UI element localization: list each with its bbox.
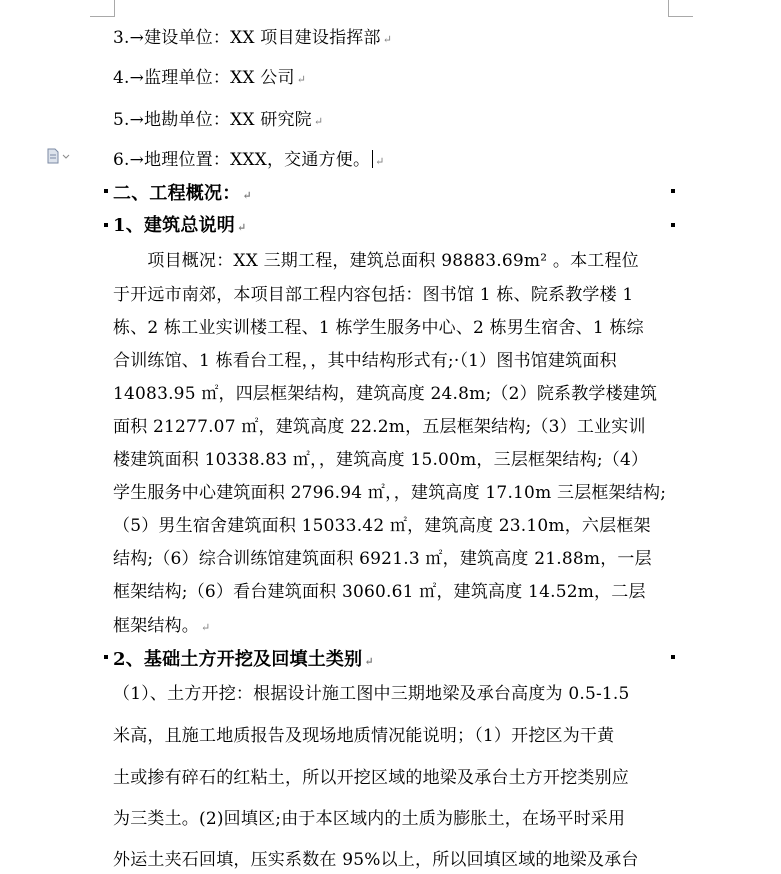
body-text-line: 楼建筑面积 10338.83 ㎡，，建筑高度 15.00m，三层框架结构;（4）: [113, 450, 649, 470]
paragraph-mark: ↵: [382, 33, 393, 46]
document-icon[interactable]: [46, 148, 70, 164]
paragraph-mark: ↵: [296, 73, 307, 86]
body-text-line: 框架结构。 ↵: [113, 616, 211, 636]
body-text-line: 合训练馆、1 栋看台工程，，其中结构形式有;·（1）图书馆建筑面积: [113, 351, 617, 371]
format-mark: [104, 223, 108, 227]
body-text-line: （1）、土方开挖：根据设计施工图中三期地梁及承台高度为 0.5-1.5: [113, 684, 630, 704]
subsection-heading-earthwork: 2、基础土方开挖及回填土类别 ↵: [113, 649, 374, 670]
paragraph-mark: ↵: [313, 115, 324, 128]
list-item-survey-unit: 5.→地勘单位：XX 研究院 ↵: [113, 110, 324, 130]
page-corner-mark: [668, 0, 693, 17]
body-text-line: 栋、2 栋工业实训楼工程、1 栋学生服务中心、2 栋男生宿舍、1 栋综: [113, 318, 644, 338]
page-corner-mark: [90, 0, 115, 17]
paragraph-mark: ↵: [236, 221, 247, 234]
list-item-construction-unit: 3.→建设单位：XX 项目建设指挥部 ↵: [113, 28, 393, 48]
paragraph-mark: ↵: [364, 655, 374, 668]
body-text-line: 面积 21277.07 ㎡，建筑高度 22.2m，五层框架结构;（3）工业实训: [113, 417, 646, 437]
body-text-line: 米高，且施工地质报告及现场地质情况能说明；（1）开挖区为干黄: [113, 726, 615, 746]
body-text-line: 土或掺有碎石的红粘土，所以开挖区域的地梁及承台土方开挖类别应: [113, 768, 629, 788]
body-text-line: 14083.95 ㎡，四层框架结构，建筑高度 24.8m;（2）院系教学楼建筑: [113, 384, 658, 404]
subsection-heading-general: 1、建筑总说明 ↵: [113, 215, 247, 236]
section-heading-overview: 二、工程概况： ↵: [113, 183, 252, 204]
body-text-line: （5）男生宿舍建筑面积 15033.42 ㎡，建筑高度 23.10m，六层框架: [113, 516, 651, 536]
body-text-line: 外运土夹石回填，压实系数在 95%以上，所以回填区域的地梁及承台: [113, 850, 639, 870]
list-item-location[interactable]: 6.→地理位置：XXX，交通方便。 ↵: [113, 150, 385, 170]
paragraph-mark: ↵: [242, 189, 252, 202]
body-text-line: 结构;（6）综合训练馆建筑面积 6921.3 ㎡，建筑高度 21.88m，一层: [113, 549, 652, 569]
list-item-supervision-unit: 4.→监理单位：XX 公司 ↵: [113, 68, 307, 88]
body-text-line: 框架结构;（6）看台建筑面积 3060.61 ㎡，建筑高度 14.52m，二层: [113, 582, 646, 602]
body-text-line: 为三类土。(2)回填区;由于本区域内的土质为膨胀土，在场平时采用: [113, 809, 626, 829]
body-text-line: 于开远市南郊，本项目部工程内容包括：图书馆 1 栋、院系教学楼 1: [113, 285, 634, 305]
paragraph-mark: ↵: [201, 621, 211, 634]
body-text-line: 项目概况：XX 三期工程，建筑总面积 98883.69m² 。本工程位: [113, 251, 639, 271]
format-mark: [104, 655, 108, 659]
body-text-line: 学生服务中心建筑面积 2796.94 ㎡，，建筑高度 17.10m 三层框架结构;: [113, 483, 667, 503]
paragraph-mark: ↵: [375, 155, 385, 168]
text-cursor: [372, 150, 373, 168]
format-mark: [104, 189, 108, 193]
